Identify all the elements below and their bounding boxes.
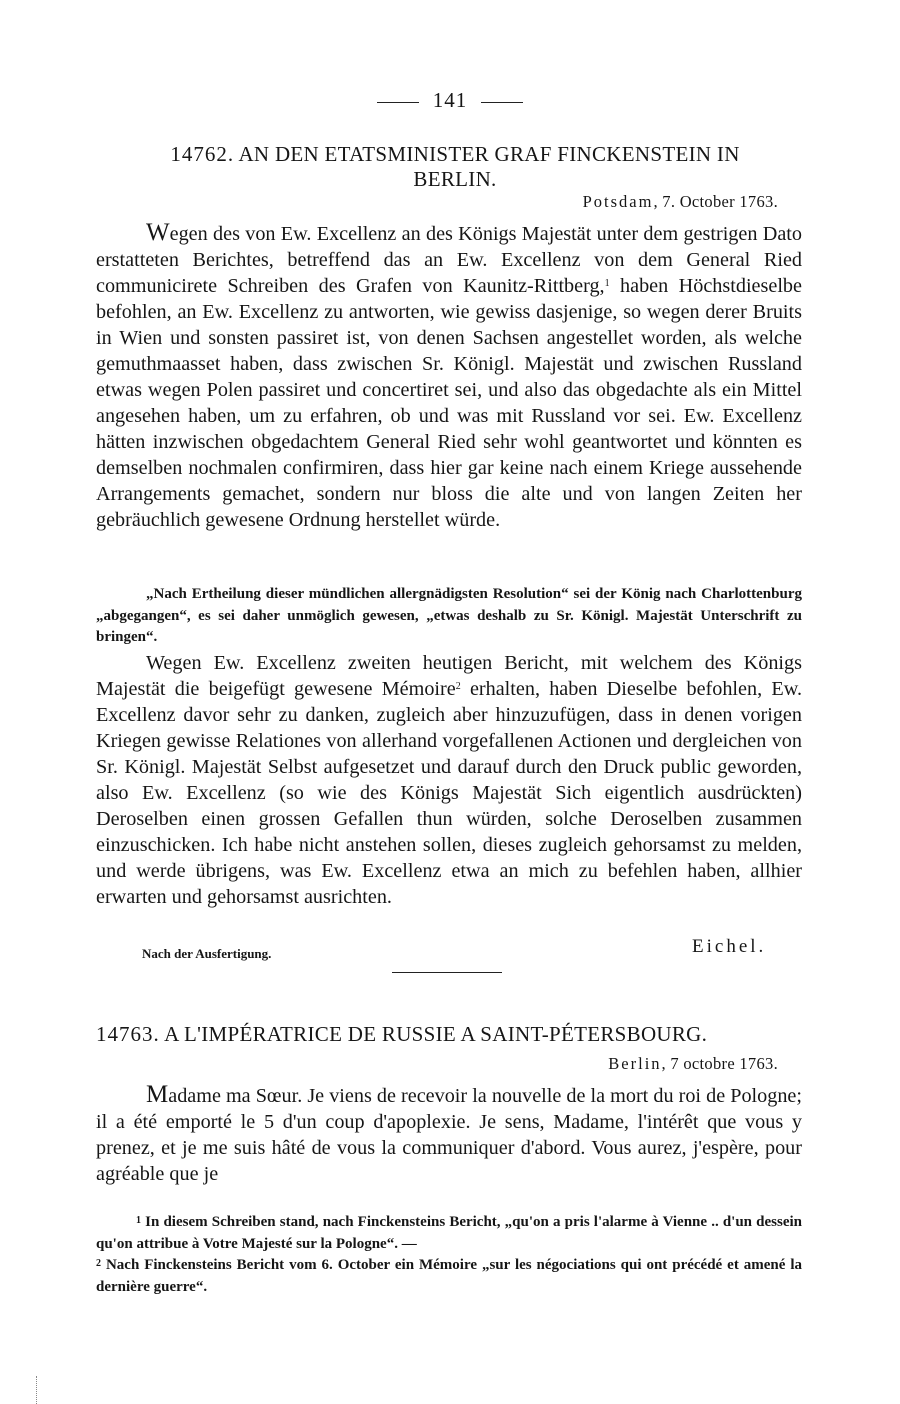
letter1-para2-text: Wegen Ew. Excellenz zweiten heutigen Bericht, mit welchem des Königs Majestät die beigefügt gewesene Mémoire [96, 652, 802, 700]
footnote-2-mark: 2 [96, 1258, 101, 1269]
letter2-heading [96, 1022, 816, 1047]
letter1-para2-cont: erhalten, haben Dieselbe befohlen, Ew. Excellenz davor sehr zu danken, zugleich aber hinzuzufügen, dass in denen vorigen Kriegen gewisse Relationes von allerhand vorgefallenen Actionen und dergleichen von Sr. Königl. Majestät Selbst aufgesetzet und darauf durch den Druck public geworden, also Ew. Excellenz (so wie des Königs Majestät Sich eigentlich ausdrückten) Deroselben einen grossen Gefallen thun würden, solche Deroselben zusammen einzuschicken. Ich habe nicht anstehen sollen, dieses zugleich gehorsamst zu melden, und werde übrigens, was Ew. Excellenz etwa an mich zu befehlen haben, allhier erwarten und gehorsamst ausrichten. [96, 678, 803, 908]
letter2-dropcap: M [146, 1081, 169, 1108]
letter1-date: , 7. October 1763. [653, 192, 778, 211]
letter1-para1-cont: haben Höchstdieselbe befohlen, an Ew. Excellenz zu antworten, wie gewiss dasjenige, so wegen derer Bruits in Wien und sonsten passiret ist, von denen Sachsen angestellet worden, als welche gemuthmaasset haben, dass zwischen Sr. Königl. Majestät und zwischen Russland etwas wegen Polen passiret und concertiret sei, und also das obgedachte als ein Mittel angesehen haben, um zu erfahren, ob und was mit Russland vor sei. Ew. Excellenz hätten inzwischen obgedachtem General Ried sehr wohl geantwortet und könnten es demselben nochmalen confirmiren, dass hier gar keine nach einem Kriege aussehende Arrangements gemachet, sondern nur bloss die alte und von langen Zeiten her gebräuchlich gewesene Ordnung herstellet würde. [96, 275, 802, 531]
letter2-paragraph-1 [96, 1082, 802, 1187]
letter1-number: 14762. [170, 142, 235, 166]
letter1-source: Nach der Ausfertigung. [142, 946, 272, 961]
page-number-rule-left [377, 102, 419, 103]
letter1-paragraph-1 [96, 220, 802, 533]
letter1-dateline [583, 192, 778, 212]
letter2-dateline [608, 1054, 778, 1074]
letter1-heading [135, 142, 775, 192]
footnote-2-text: Nach Finckensteins Bericht vom 6. October ein Mémoire „sur les négociations qui ont précédé et amené la dernière guerre“. [96, 1257, 803, 1295]
letter1-note [96, 584, 802, 649]
letter2-para1-text: adame ma Sœur. Je viens de recevoir la nouvelle de la mort du roi de Pologne; il a été emporté le 5 d'un coup d'apoplexie. Je sens, Madame, l'intérêt que vous y prenez, et je me suis hâté de vous la communiquer d'abord. Vous aurez, j'espère, pour agréable que je [96, 1085, 802, 1185]
footnote-1-text: In diesem Schreiben stand, nach Finckensteins Bericht, „qu'on a pris l'alarme à Vienne .. d'un dessein qu'on attribue à Votre Majesté sur la Pologne“. — [96, 1214, 802, 1252]
footnote-2 [96, 1255, 802, 1298]
letter2-title: A L'IMPÉRATRICE DE RUSSIE A SAINT-PÉTERSBOURG. [164, 1022, 708, 1046]
margin-mark [36, 1376, 37, 1404]
letter1-dropcap: W [146, 219, 170, 246]
letter1-title: AN DEN ETATSMINISTER GRAF FINCKENSTEIN IN BERLIN. [238, 142, 740, 191]
letter1-note-text: „Nach Ertheilung dieser mündlichen allergnädigsten Resolution“ sei der König nach Charlottenburg „abgegangen“, es sei daher unmöglich gewesen, „etwas deshalb zu Sr. Königl. Majestät Unterschrift zu bringen“. [96, 586, 802, 645]
footnote-1 [96, 1212, 802, 1255]
letter1-place: Potsdam [582, 192, 654, 211]
letter1-signature: Eichel. [692, 936, 767, 957]
footnotes [96, 1212, 802, 1298]
letter2-place: Berlin [608, 1054, 662, 1073]
page-number: 141 [0, 88, 900, 113]
footnote-ref-2: 2 [455, 681, 461, 692]
letter2-date: , 7 octobre 1763. [661, 1054, 778, 1073]
footnote-ref-1: 1 [604, 278, 610, 289]
page-number-rule-right [481, 102, 523, 103]
letter1-para1-text: egen des von Ew. Excellenz an des Königs Majestät unter dem gestrigen Dato erstatteten Berichtes, betreffend das an Ew. Excellenz von dem General Ried communicirete Schreiben des Grafen von Kaunitz-Rittberg, [96, 223, 802, 297]
letter2-number: 14763. [96, 1022, 160, 1046]
footnote-1-mark: 1 [136, 1215, 141, 1226]
section-separator [392, 972, 502, 973]
letter1-paragraph-2 [96, 650, 802, 910]
